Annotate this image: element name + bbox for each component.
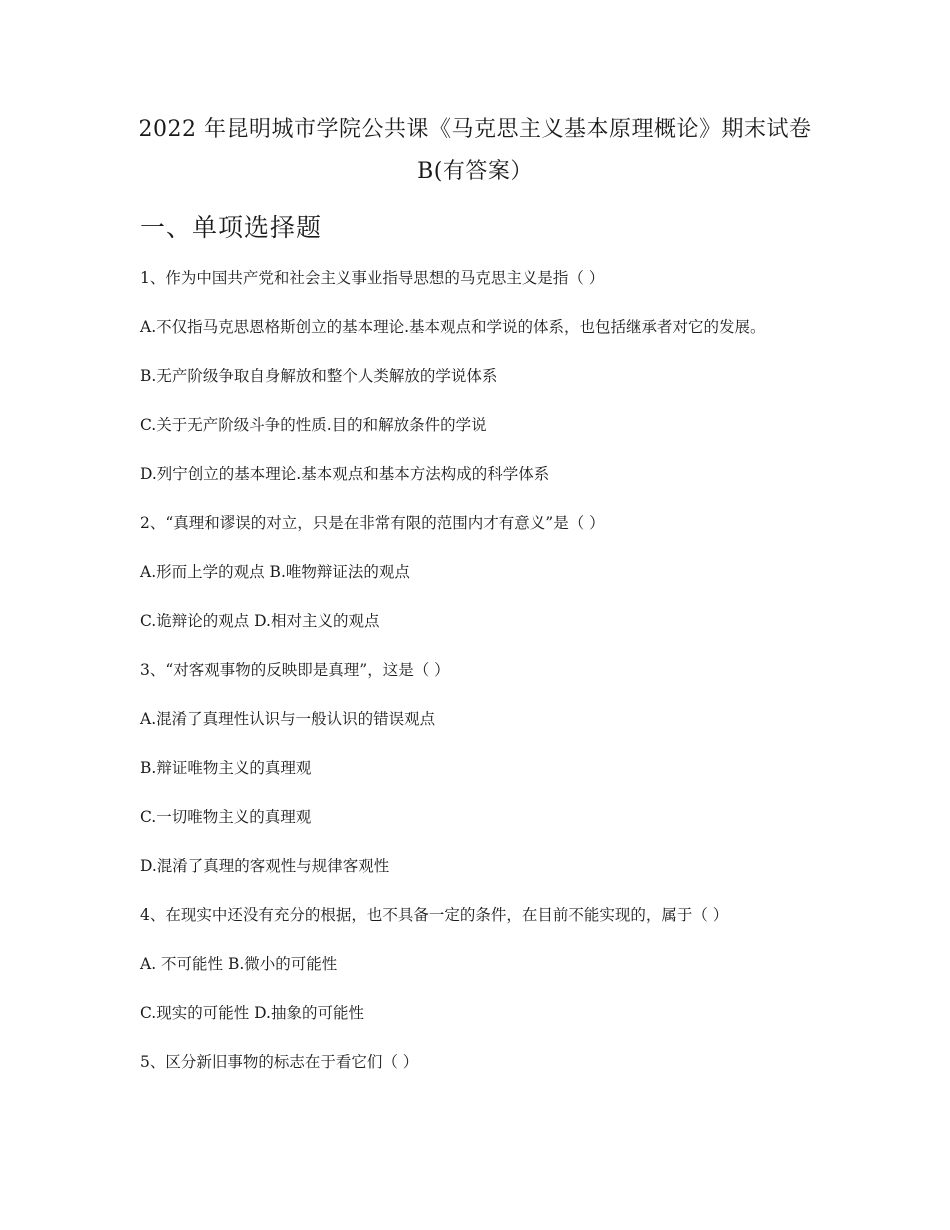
question-1-option-d: D.列宁创立的基本理论.基本观点和基本方法构成的科学体系 — [140, 465, 550, 483]
question-2-options-ab: A.形而上学的观点 B.唯物辩证法的观点 — [140, 563, 410, 581]
question-3-option-b: B.辩证唯物主义的真理观 — [140, 759, 312, 777]
exam-title-line-1: 2022 年昆明城市学院公共课《马克思主义基本原理概论》期末试卷 — [138, 117, 812, 142]
question-1-stem: 1、作为中国共产党和社会主义事业指导思想的马克思主义是指（ ） — [140, 269, 605, 287]
question-1-option-c: C.关于无产阶级斗争的性质.目的和解放条件的学说 — [140, 416, 487, 434]
question-3-stem: 3、“对客观事物的反映即是真理”，这是（ ） — [140, 661, 450, 679]
question-4-options-cd: C.现实的可能性 D.抽象的可能性 — [140, 1004, 364, 1022]
question-3-option-d: D.混淆了真理的客观性与规律客观性 — [140, 857, 390, 875]
question-1-option-b: B.无产阶级争取自身解放和整个人类解放的学说体系 — [140, 367, 498, 385]
question-5-stem: 5、区分新旧事物的标志在于看它们（ ） — [140, 1053, 419, 1071]
section-heading: 一、单项选择题 — [140, 213, 323, 242]
question-2-stem: 2、“真理和谬误的对立，只是在非常有限的范围内才有意义”是（ ） — [140, 514, 605, 532]
exam-title-line-2: B(有答案） — [417, 159, 533, 184]
question-3-option-c: C.一切唯物主义的真理观 — [140, 808, 312, 826]
question-2-options-cd: C.诡辩论的观点 D.相对主义的观点 — [140, 612, 380, 630]
question-4-options-ab: A. 不可能性 B.微小的可能性 — [140, 955, 338, 973]
question-3-option-a: A.混淆了真理性认识与一般认识的错误观点 — [140, 710, 436, 728]
question-1-option-a: A.不仅指马克思恩格斯创立的基本理论.基本观点和学说的体系，也包括继承者对它的发展。 — [140, 318, 766, 336]
question-4-stem: 4、在现实中还没有充分的根据，也不具备一定的条件，在目前不能实现的，属于（ ） — [140, 906, 729, 924]
